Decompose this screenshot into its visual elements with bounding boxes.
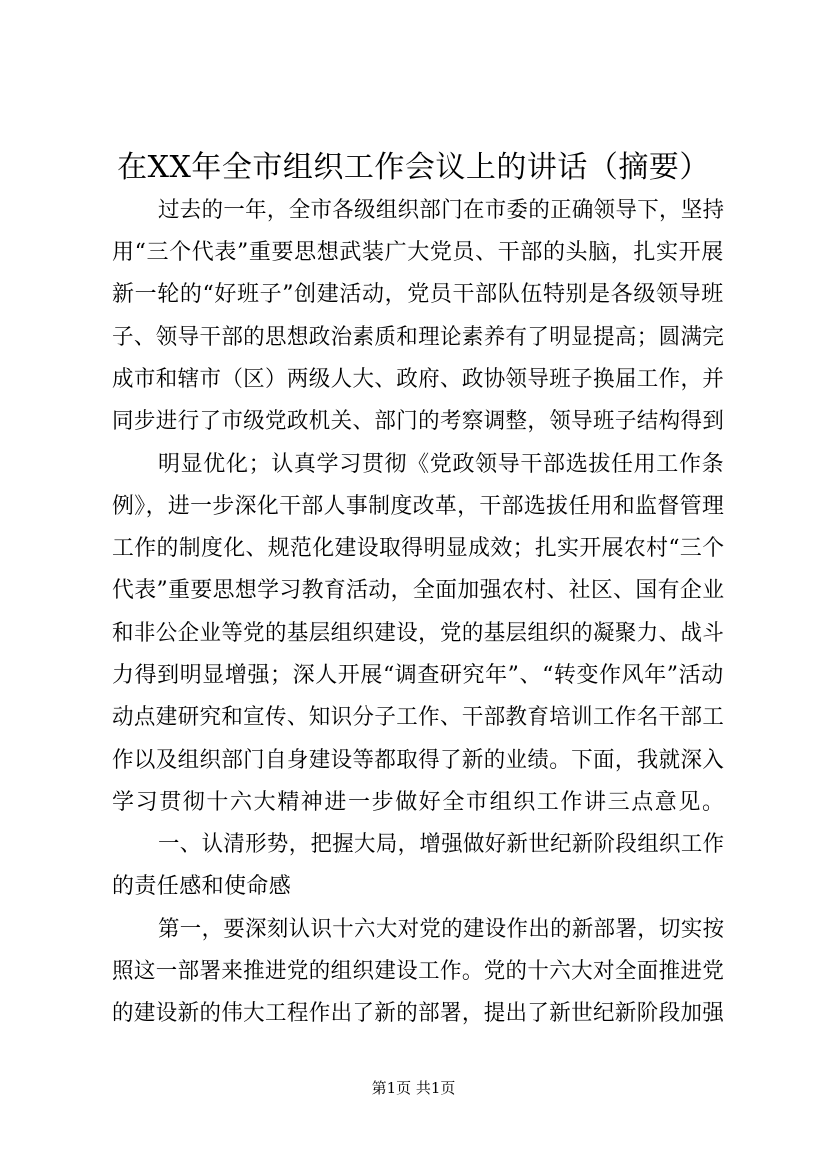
- body-line: 学习贯彻十六大精神进一步做好全市组织工作讲三点意见。: [112, 790, 726, 815]
- body-line: 工作的制度化、规范化建设取得明显成效；扎实开展农村“三个: [112, 536, 725, 561]
- section-heading-line: 一、认清形势，把握大局，增强做好新世纪新阶段组织工作: [158, 832, 725, 857]
- body-line: 第一，要深刻认识十六大对党的建设作出的新部署，切实按: [158, 917, 725, 942]
- body-line: 作以及组织部门自身建设等都取得了新的业绩。下面，我就深入: [112, 748, 725, 773]
- section-heading-line: 的责任感和使命感: [112, 874, 292, 899]
- body-line: 子、领导干部的思想政治素质和理论素养有了明显提高；圆满完: [112, 325, 725, 350]
- body-line: 新一轮的“好班子”创建活动，党员干部队伍特别是各级领导班: [112, 282, 724, 307]
- body-line: 照这一部署来推进党的组织建设工作。党的十六大对全面推进党: [112, 959, 725, 984]
- body-line: 的建设新的伟大工程作出了新的部署，提出了新世纪新阶段加强: [112, 1001, 725, 1026]
- body-line: 例》，进一步深化干部人事制度改革，干部选拔任用和监督管理: [112, 494, 725, 519]
- page-number-footer: 第1页 共1页: [371, 1079, 456, 1097]
- body-line: 代表”重要思想学习教育活动，全面加强农村、社区、国有企业: [112, 578, 725, 603]
- body-line: 明显优化；认真学习贯彻《党政领导干部选拔任用工作条: [158, 452, 725, 477]
- body-line: 同步进行了市级党政机关、部门的考察调整，领导班子结构得到: [112, 409, 725, 434]
- body-line: 力得到明显增强；深人开展“调查研究年”、“转变作风年”活动: [112, 663, 724, 688]
- body-line: 和非公企业等党的基层组织建设，党的基层组织的凝聚力、战斗: [112, 621, 725, 646]
- body-line: 过去的一年，全市各级组织部门在市委的正确领导下，坚持: [158, 198, 725, 223]
- body-line: 成市和辖市（区）两级人大、政府、政协领导班子换届工作，并: [112, 367, 725, 392]
- body-line: 用“三个代表”重要思想武装广大党员、干部的头脑，扎实开展: [112, 240, 724, 265]
- document-title: 在XX年全市组织工作会议上的讲话（摘要）: [117, 150, 710, 185]
- body-line: 动点建研究和宣传、知识分子工作、干部教育培训工作名干部工: [112, 705, 725, 730]
